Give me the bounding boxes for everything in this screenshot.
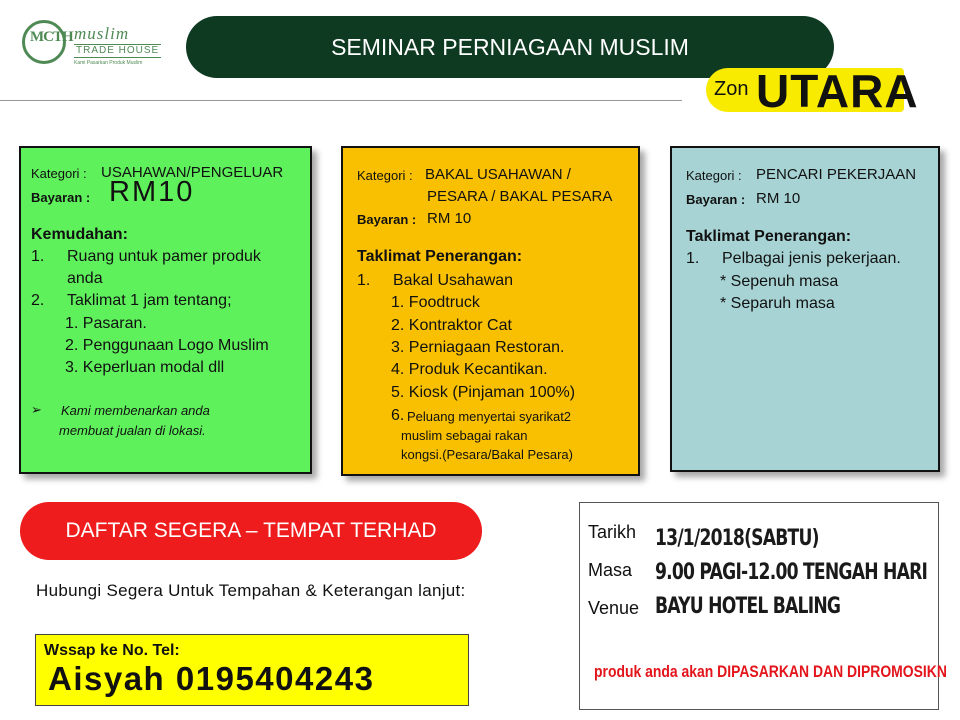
- zone-prefix: Zon: [714, 78, 749, 100]
- kategori-label: Kategori :: [31, 166, 87, 181]
- bayaran-value: RM10: [109, 176, 195, 208]
- logo-tagline: Kami Pasarkan Produk Muslim: [74, 60, 143, 66]
- promo-text: produk anda akan DIPASARKAN DAN DIPROMOSIKN: [594, 662, 947, 681]
- list-number: 1.: [686, 250, 700, 267]
- sub-list-item: 3. Perniagaan Restoran.: [391, 339, 565, 356]
- logo-trade-house: TRADE HOUSE: [76, 45, 160, 56]
- venue-label: Venue: [588, 598, 640, 618]
- sub-list-item: 5. Kiosk (Pinjaman 100%): [391, 384, 576, 401]
- sub-list-item: 2. Kontraktor Cat: [391, 317, 512, 334]
- register-now-banner: DAFTAR SEGERA – TEMPAT TERHAD: [20, 502, 482, 560]
- list-item: Pelbagai jenis pekerjaan.: [722, 250, 901, 267]
- sub-list-item: 1. Pasaran.: [65, 315, 147, 332]
- page-title: SEMINAR PERNIAGAAN MUSLIM: [186, 16, 834, 78]
- note-text: membuat jualan di lokasi.: [59, 423, 206, 438]
- kategori-label: Kategori :: [357, 168, 413, 183]
- kategori-value: BAKAL USAHAWAN /: [425, 166, 571, 183]
- sub-list-item: 2. Penggunaan Logo Muslim: [65, 337, 269, 354]
- list-item: anda: [67, 270, 103, 287]
- kategori-value: PENCARI PEKERJAAN: [756, 166, 917, 183]
- card-pencari-pekerjaan: [670, 146, 940, 472]
- bayaran-label: Bayaran :: [31, 190, 91, 205]
- tarikh-label: Tarikh: [588, 522, 637, 542]
- venue-value: BAYU HOTEL BALING: [655, 594, 841, 619]
- section-heading: Kemudahan:: [31, 226, 128, 243]
- sub-list-item: kongsi.(Pesara/Bakal Pesara): [401, 447, 573, 462]
- zone-name: UTARA: [756, 65, 919, 117]
- card-bakal-usahawan: [341, 146, 640, 476]
- contact-text: Hubungi Segera Untuk Tempahan & Keterangan lanjut:: [36, 581, 466, 600]
- list-number: 6.: [391, 407, 405, 424]
- kategori-value: USAHAWAN/PENGELUAR: [101, 164, 284, 181]
- section-heading: Taklimat Penerangan:: [686, 228, 852, 245]
- list-item: Taklimat 1 jam tentang;: [67, 292, 232, 309]
- sub-list-item: 4. Produk Kecantikan.: [391, 361, 548, 378]
- list-number: 1.: [31, 248, 45, 265]
- bayaran-label: Bayaran :: [686, 192, 746, 207]
- sub-list-item: Peluang menyertai syarikat2: [407, 409, 572, 424]
- logo-monogram: MCTH: [30, 29, 73, 45]
- list-number: 1.: [357, 272, 371, 289]
- header-divider: [0, 100, 682, 101]
- sub-list-item: * Sepenuh masa: [720, 273, 839, 290]
- bayaran-value: RM 10: [427, 210, 472, 227]
- arrow-bullet-icon: ➢: [31, 402, 42, 417]
- tarikh-value: 13/1/2018(SABTU): [655, 526, 819, 551]
- bayaran-label: Bayaran :: [357, 212, 417, 227]
- logo: [22, 20, 182, 68]
- list-item: Bakal Usahawan: [393, 272, 514, 289]
- kategori-value: PESARA / BAKAL PESARA: [427, 188, 613, 205]
- section-heading: Taklimat Penerangan:: [357, 248, 523, 265]
- note-text: Kami membenarkan anda: [61, 403, 210, 418]
- sub-list-item: muslim sebagai rakan: [401, 428, 528, 443]
- sub-list-item: * Separuh masa: [720, 295, 835, 312]
- list-number: 2.: [31, 292, 45, 309]
- bayaran-value: RM 10: [756, 190, 801, 207]
- masa-value: 9.00 PAGI-12.00 TENGAH HARI: [655, 560, 928, 585]
- phone-number: Aisyah 0195404243: [48, 660, 375, 697]
- sub-list-item: 3. Keperluan modal dll: [65, 359, 225, 376]
- sub-list-item: 1. Foodtruck: [391, 294, 480, 311]
- masa-label: Masa: [588, 560, 633, 580]
- logo-word: muslim: [74, 24, 130, 43]
- kategori-label: Kategori :: [686, 168, 742, 183]
- card-usahawan: [19, 146, 312, 474]
- list-item: Ruang untuk pamer produk: [67, 248, 261, 265]
- phone-label: Wssap ke No. Tel:: [44, 642, 180, 659]
